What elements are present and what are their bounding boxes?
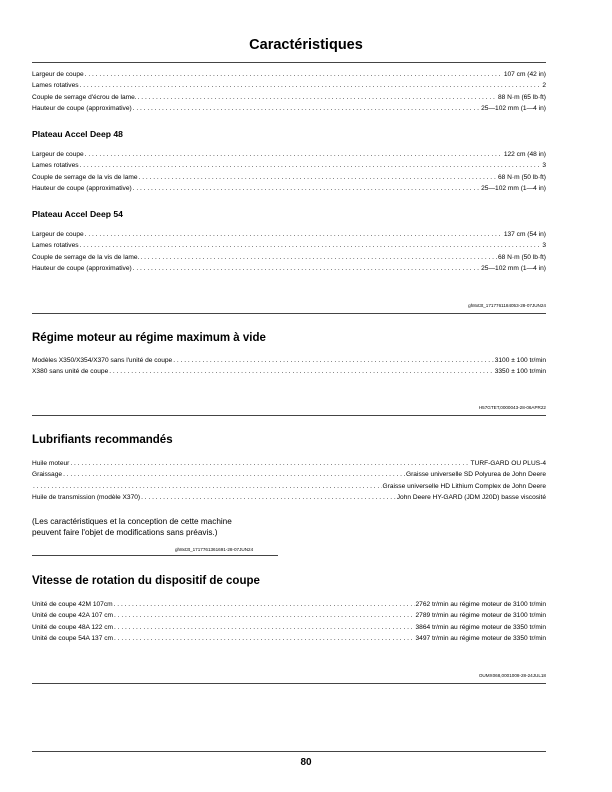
spec-value: 137 cm (54 in) (503, 231, 546, 238)
spec-label: Modèles X350/X354/X370 sans l'unité de coupe (32, 357, 173, 364)
spec-value: 2762 tr/min au régime moteur de 3100 tr/min (415, 601, 546, 608)
spec-value: 3864 tr/min au régime moteur de 3350 tr/min (415, 623, 546, 631)
leader-dots (80, 80, 542, 91)
spec-value: 25—102 mm (1—4 in) (481, 265, 546, 273)
blade-speed-list (32, 599, 546, 645)
spec-label: Hauteur de coupe (approximative) (32, 185, 132, 193)
title-divider (32, 62, 546, 63)
spec-label: Couple de serrage de la vis de lame. (32, 253, 140, 261)
spec-value: John Deere HY-GARD (JDM J20D) basse viscosité (396, 494, 546, 502)
spec-row (32, 599, 546, 610)
spec-value: 2789 tr/min au régime moteur de 3100 tr/min (415, 612, 546, 620)
deck-default-spec-list (32, 69, 546, 115)
spec-row (32, 355, 546, 366)
spec-label: Unité de coupe 54A 137 cm (32, 635, 114, 643)
lubricants-list (32, 458, 546, 504)
section-divider (32, 683, 546, 684)
leader-dots (70, 458, 469, 469)
deck-48-heading: Plateau Accel Deep 48 (32, 129, 123, 139)
reference-code: OUMX068,0001008-28-24JUL18 (478, 673, 546, 678)
spec-row (32, 92, 546, 103)
spec-value: 3497 tr/min au régime moteur de 3350 tr/min (415, 635, 546, 643)
leader-dots (138, 92, 497, 103)
spec-label: Lames rotatives (32, 82, 79, 90)
leader-dots (109, 366, 493, 377)
spec-row (32, 458, 546, 469)
reference-code: gh8xt3t_1717761361691-28-07JUN24 (175, 547, 254, 552)
leader-dots (85, 229, 503, 240)
spec-value: 3 (542, 242, 546, 250)
leader-dots (80, 240, 542, 251)
leader-dots (114, 599, 415, 610)
spec-label: Largeur de coupe (32, 151, 84, 158)
leader-dots (85, 69, 503, 80)
spec-row (32, 366, 546, 377)
spec-label: Unité de coupe 42M 107cm (32, 601, 113, 608)
engine-speed-list (32, 355, 546, 378)
spec-row (32, 610, 546, 621)
spec-row (32, 481, 546, 492)
deck-54-spec-list (32, 229, 546, 275)
spec-row (32, 69, 546, 80)
leader-dots (133, 263, 480, 274)
spec-label: Lames rotatives (32, 242, 79, 250)
section-divider (32, 555, 278, 556)
spec-value: 25—102 mm (1—4 in) (481, 105, 546, 113)
spec-label: Couple de serrage de la vis de lame (32, 173, 138, 181)
spec-row (32, 103, 546, 114)
spec-label: Graissage (32, 471, 63, 479)
spec-row (32, 492, 546, 503)
lubricants-heading: Lubrifiants recommandés (32, 434, 173, 446)
spec-value: 25—102 mm (1—4 in) (481, 185, 546, 193)
spec-label: X380 sans unité de coupe (32, 368, 109, 376)
section-divider (32, 313, 546, 314)
spec-row (32, 80, 546, 91)
spec-label: Huile de transmission (modèle X370) (32, 494, 141, 502)
spec-row (32, 252, 546, 263)
spec-label: Hauteur de coupe (approximative) (32, 105, 132, 113)
spec-value: 3350 ± 100 tr/min (494, 368, 546, 376)
spec-label: Unité de coupe 42A 107 cm (32, 612, 114, 620)
spec-row (32, 183, 546, 194)
deck-54-heading: Plateau Accel Deep 54 (32, 209, 123, 219)
spec-value: Graisse universelle HD Lithium Complex de John Deere (382, 482, 546, 490)
leader-dots (114, 633, 415, 644)
spec-label: Unité de coupe 48A 122 cm (32, 623, 114, 631)
spec-row (32, 149, 546, 160)
spec-value: 122 cm (48 in) (503, 151, 546, 158)
page-number: 80 (300, 757, 312, 768)
spec-value: 68 N·m (50 lb·ft) (498, 253, 546, 261)
footer-divider (32, 751, 546, 752)
engine-speed-heading: Régime moteur au régime maximum à vide (32, 332, 266, 344)
specifications-notice (32, 516, 232, 538)
spec-row (32, 622, 546, 633)
leader-dots (139, 172, 497, 183)
leader-dots (133, 183, 480, 194)
spec-value: 88 N·m (65 lb·ft) (498, 93, 546, 101)
spec-row (32, 172, 546, 183)
spec-row (32, 160, 546, 171)
reference-code: gh8xt3t_1717761184053-28-07JUN24 (468, 303, 546, 308)
leader-dots (141, 492, 396, 503)
leader-dots (114, 610, 415, 621)
leader-dots (63, 469, 405, 480)
spec-label: Hauteur de coupe (approximative) (32, 265, 132, 273)
section-divider (32, 415, 546, 416)
spec-row (32, 633, 546, 644)
leader-dots (114, 622, 415, 633)
leader-dots (85, 149, 503, 160)
spec-row (32, 469, 546, 480)
notice-line: peuvent faire l'objet de modifications sans préavis.) (32, 528, 218, 537)
spec-value: 68 N·m (50 lb·ft) (498, 173, 546, 181)
spec-value: 3 (542, 162, 546, 170)
spec-label: Lames rotatives (32, 162, 79, 170)
spec-value: 3100 ± 100 tr/min (494, 357, 546, 364)
leader-dots (133, 103, 480, 114)
spec-row (32, 240, 546, 251)
leader-dots (140, 252, 497, 263)
spec-value: TURF-GARD OU PLUS-4 (470, 460, 546, 467)
spec-row (32, 263, 546, 274)
spec-row (32, 229, 546, 240)
spec-label: Largeur de coupe (32, 71, 84, 78)
notice-line: (Les caractéristiques et la conception de cette machine (32, 517, 232, 526)
leader-dots (80, 160, 542, 171)
spec-value: 107 cm (42 in) (503, 71, 546, 78)
page-title: Caractéristiques (249, 37, 363, 53)
blade-speed-heading: Vitesse de rotation du dispositif de coupe (32, 575, 260, 587)
spec-label: Largeur de coupe (32, 231, 84, 238)
leader-dots (173, 355, 494, 366)
deck-48-spec-list (32, 149, 546, 195)
spec-label: Couple de serrage d'écrou de lame. (32, 93, 137, 101)
leader-dots (33, 481, 382, 492)
spec-value: Graisse universelle SD Polyurea de John Deere (405, 471, 546, 479)
spec-value: 2 (542, 82, 546, 90)
reference-code: H57GTET,0000043-28-06APR22 (478, 405, 546, 410)
spec-label: Huile moteur (32, 460, 70, 467)
